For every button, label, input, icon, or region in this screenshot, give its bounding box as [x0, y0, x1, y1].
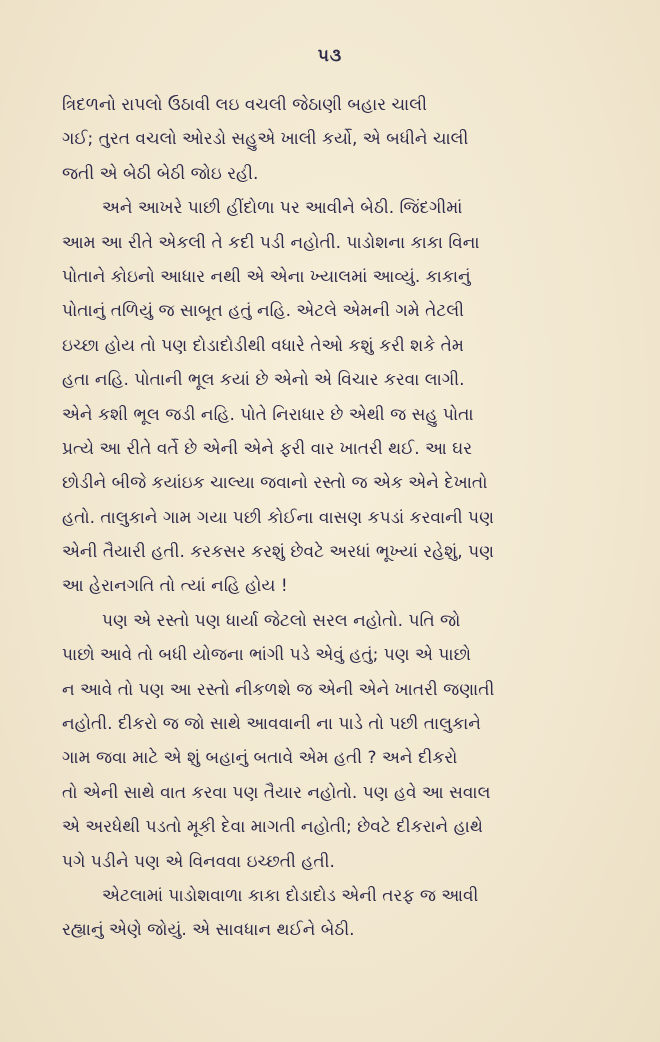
text-line: એની તૈયારી હતી. કરકસર કરશું છેવટે અરધાં ભૂખ્યાં રહેશું, પણ — [62, 542, 494, 563]
text-line: છોડીને બીજે કયાંઇક ચાલ્યા જવાનો રસ્તો જ એક એને દેખાતો — [62, 473, 488, 494]
text-line: ત્રિદળનો રાપલો ઉઠાવી લઇ વચલી જેઠાણી બહાર ચાલી — [62, 95, 427, 115]
paragraph — [62, 879, 610, 948]
text-line: જતી એ બેઠી બેઠી જોઇ રહી. — [62, 163, 259, 184]
text-line: આમ આ રીતે એકલી તે કદી પડી નહોતી. પાડોશના કાકા વિના — [62, 232, 480, 253]
text-line: ન આવે તો પણ આ રસ્તો નીકળશે જ એની એને ખાતરી જણાતી — [62, 679, 495, 700]
text-line: રહ્યાનું એણે જોયું. એ સાવધાન થઈને બેઠી. — [62, 920, 355, 941]
text-line: પોતાનું તળિયું જ સાબૂત હતું નહિ. એટલે એમની ગમે તેટલી — [62, 301, 465, 322]
body-text — [62, 88, 610, 948]
text-line: ગઈ; તુરત વચલો ઓરડો સહુએ ખાલી કર્યો, એ બધીને ચાલી — [62, 129, 469, 150]
text-line: પોતાને કોઇનો આધાર નથી એ એના ખ્યાલમાં આવ્યું. કાકાનું — [62, 266, 471, 287]
text-line: તો એની સાથે વાત કરવા પણ તૈયાર નહોતો. પણ હવે આ સવાલ — [62, 782, 491, 803]
text-line: એટલામાં પાડોશવાળા કાકા દોડાદોડ એની તરફ જ આવી — [102, 885, 479, 906]
text-line: હતા નહિ. પોતાની ભૂલ કયાં છે એનો એ વિચાર કરવા લાગી. — [62, 370, 465, 391]
text-line: પણ એ રસ્તો પણ ધાર્યા જેટલો સરલ નહોતો. પતિ જો — [102, 610, 461, 631]
page-number: ૫૩ — [317, 46, 343, 66]
text-line: એને કશી ભૂલ જડી નહિ. પોતે નિરાધાર છે એથી જ સહુ પોતા — [62, 404, 474, 425]
paragraph — [62, 88, 610, 191]
text-line: પાછો આવે તો બધી યોજના ભાંગી પડે એવું હતું; પણ એ પાછો — [62, 645, 471, 666]
text-line: ગામ જવા માટે એ શું બહાનું બતાવે એમ હતી ? અને દીકરો — [62, 748, 458, 769]
paragraph — [62, 604, 610, 879]
paragraph — [62, 191, 610, 604]
text-line: પગે પડીને પણ એ વિનવવા ઇચ્છતી હતી. — [62, 851, 335, 872]
text-line: એ અરધેથી પડતો મૂકી દેવા માગતી નહોતી; છેવટે દીકરાને હાથે — [62, 817, 483, 838]
text-line: ઇચ્છા હોય તો પણ દોડાદોડીથી વધારે તેઓ કશું કરી શકે તેમ — [62, 335, 464, 356]
text-line: હતો. તાલુકાને ગામ ગયા પછી કોઈના વાસણ કપડાં કરવાની પણ — [62, 507, 494, 528]
text-line: નહોતી. દીકરો જ જો સાથે આવવાની ના પાડે તો પછી તાલુકાને — [62, 714, 481, 735]
text-line: અને આખરે પાછી હીંદોળા પર આવીને બેઠી. જિંદગીમાં — [102, 198, 463, 219]
text-line: પ્રત્યે આ રીતે વર્તે છે એની એને ફરી વાર ખાતરી થઈ. આ ઘર — [62, 438, 472, 459]
text-line: આ હેરાનગતિ તો ત્યાં નહિ હોય ! — [62, 576, 288, 597]
